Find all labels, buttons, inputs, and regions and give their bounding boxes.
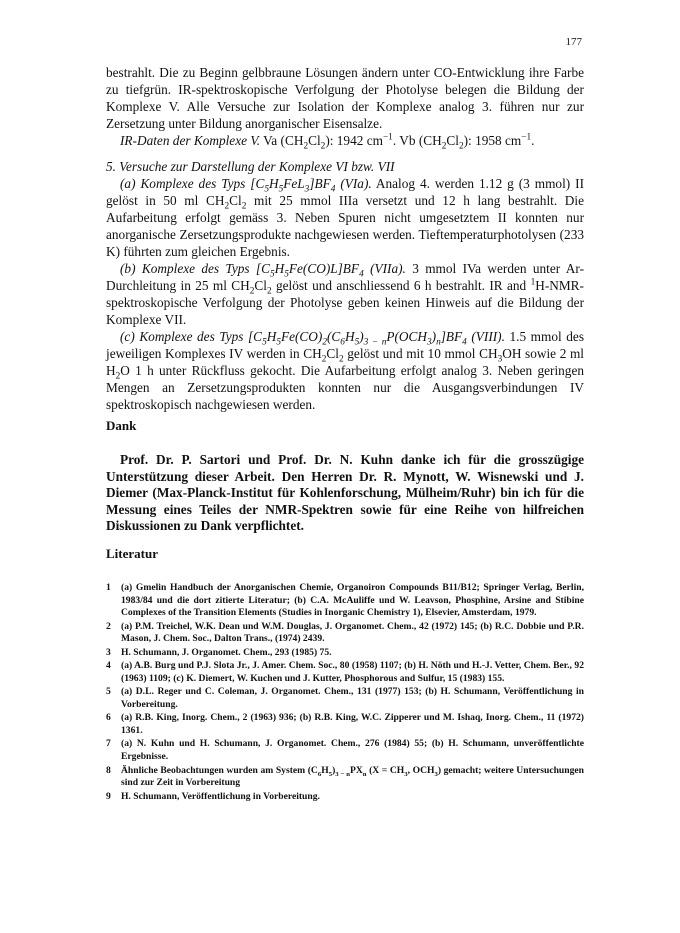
subscript: 2 [441,141,447,152]
body-text: OH sowie 2 ml H [106,346,584,378]
reference-item [106,660,584,685]
reference-item [106,791,584,804]
paragraph-5c [106,328,584,413]
subscript: 4 [330,184,336,195]
label-part: (b) Komplexe des Typs [C [120,261,270,276]
reference-text: (a) R.B. King, Inorg. Chem., 2 (1963) 936; (b) R.B. King, W.C. Zipperer und M. Ishaq, Inorg. Chem., 11 (1972) 1361. [121,712,584,736]
paragraph-5b [106,260,584,328]
label-part: H [268,176,279,191]
subscript: 3 [404,770,408,778]
ref-part: Ähnliche Beobachtungen wurden am System (C [121,764,318,776]
subscript: n [436,337,441,348]
subscript: 5 [284,269,289,280]
label-part: (c) Komplexe des Typs [C [120,329,263,344]
subscript: 2 [303,141,309,152]
reference-list [106,582,584,804]
superscript: 1 [530,277,536,288]
reference-number: 5 [106,686,111,698]
subscript: 2 [115,371,121,382]
ir-vb-text: Cl [446,133,459,148]
subscript: 2 [458,141,464,152]
ir-va-text: Cl [308,133,321,148]
body-text: Cl [229,193,242,208]
superscript: −1 [382,132,393,143]
reference-text: (a) D.L. Reger und C. Coleman, J. Organomet. Chem., 131 (1977) 153; (b) H. Schumann, Veröffentlichung in Vorbereitung. [121,686,584,710]
reference-item [106,712,584,737]
label-part: ) [359,329,364,344]
label-part: H [274,261,285,276]
body-text: Cl [254,278,267,293]
paragraph-5c-label [120,329,505,348]
subscript: 3 − n [363,337,387,348]
reference-number: 1 [106,582,111,593]
body-text: Analog 4. werden 1.12 g (3 mmol) II gelöst in 50 ml CH [106,176,584,208]
reference-item [106,582,584,620]
ref-part: ) [332,764,336,776]
label-part: Fe(CO) [280,329,323,344]
subscript: 2 [224,201,230,212]
section-5 [106,158,584,413]
subscript: 2 [320,141,326,152]
reference-text: (a) Gmelin Handbuch der Anorganischen Chemie, Organoiron Compounds B11/B12; Springer Verlag, Berlin, 1983/84 und die dort zitierte Literatur; (b) C.A. McAuliffe und W. Leavson, Phosphine, Arsine and Stibine Complexes of the Transition Elements (Studies in Inorganic Chemistry 1), Elsevier, Amsterdam, 1979. [121,582,584,619]
label-part: (VIIa). [363,261,406,276]
subscript: 2 [339,354,344,365]
literatur-heading: Literatur [106,546,158,561]
section-5-title: 5. Versuche zur Darstellung der Komplexe VI bzw. VII [106,159,395,174]
ref-part: ) gemacht; weitere Untersuchungen sind zur Zeit in Vorbereitung [121,764,584,789]
subscript: 5 [262,337,267,348]
reference-number: 4 [106,660,111,672]
reference-number: 8 [106,764,111,776]
label-part: P(OCH [386,329,427,344]
page-number: 177 [565,36,582,48]
ir-data-label: IR-Daten der Komplexe V. [120,133,261,148]
reference-item [106,765,584,790]
paragraph-5b-label [120,261,406,280]
reference-number: 9 [106,790,111,802]
label-part: FeL [283,176,305,191]
ir-va-text: Va (CH [263,133,304,148]
subscript: n [362,770,367,778]
label-part: H [344,329,355,344]
ref-part: H [321,764,329,776]
subscript: 2 [266,286,272,297]
paragraph-5a-label [120,176,372,195]
ir-vb-text: ): 1958 cm [463,133,522,148]
reference-item [106,686,584,711]
label-part: ) [431,329,437,344]
ref-part: , OCH [407,764,435,776]
subscript: 3 [304,184,310,195]
reference-number: 6 [106,712,111,724]
reference-item [106,647,584,660]
reference-number: 7 [106,738,111,750]
body-text: Cl [326,346,339,361]
reference-item [106,621,584,646]
ref-part: PX [349,764,363,776]
label-part: (VIII). [466,329,505,344]
subscript: 3 − n [335,770,350,778]
subscript: 4 [359,269,364,280]
body-text: mit 25 mmol IIIa versetzt und 12 h lang bestrahlt. Die Aufarbeitung erfolgt gemäss 3. Neben Spuren nicht umgesetztem II konnten nur anorganische Zersetzungsprodukte nachgewiesen werden. Tieftemperaturphotolysen (233 K) führten zum gleichen Ergebnis. [106,193,584,259]
label-part: (a) Komplexe des Typs [C [120,176,265,191]
punctuation: . [531,133,535,148]
reference-number: 3 [106,646,111,658]
body-text: O 1 h unter Rückfluss gekocht. Die Aufarbeitung erfolgt analog 3. Neben geringen Mengen an Zersetzungsprodukten konnten nur die Ausgangsverbindungen IV spektroskopisch nachgewiesen werden. [106,363,584,412]
body-text: gelöst und anschliessend 6 h bestrahlt. IR and [271,278,531,293]
label-part: Fe(CO)L]BF [288,261,360,276]
body-text: H-NMR-spektroskopische Verfolgung der Photolyse geben keinen Hinweis auf die Bildung der Komplexe VII. [106,278,584,327]
subscript: 5 [269,269,275,280]
subscript: 2 [241,201,247,212]
body-text: gelöst und mit 10 mmol CH [343,346,498,361]
subscript: 5 [354,337,360,348]
ir-va-text: ): 1942 cm [325,133,383,148]
dank-paragraph [106,452,584,535]
reference-number: 2 [106,620,111,632]
reference-text: H. Schumann, J. Organomet. Chem., 293 (1985) 75. [121,646,332,658]
body-text: 1.5 mmol des jeweiligen Komplexes IV werden in CH [106,329,584,361]
ref-part: (X = CH [366,764,405,776]
subscript: 6 [317,770,322,778]
intro-text: bestrahlt. Die zu Beginn gelbbraune Lösungen ändern unter CO-Entwicklung ihre Farbe zu tiefgrün. IR-spektroskopische Verfolgung der Photolyse belegen die Bildung der Komplexe V. Alle Versuche zur Isolation der Komplexe analog 3. führen nur zur Zersetzung unter Bildung anorganischer Eisensalze. [106,65,584,131]
reference-text: (a) N. Kuhn und H. Schumann, J. Organomet. Chem., 276 (1984) 55; (b) H. Schumann, unveröffentlichte Ergebnisse. [121,738,584,763]
label-part: H [266,329,277,344]
subscript: 5 [328,770,333,778]
paragraph-5a [106,175,584,260]
subscript: 3 [434,770,438,778]
subscript: 3 [497,354,503,365]
label-part: (C [327,329,341,344]
ir-vb-text: . Vb (CH [392,133,442,148]
subscript: 2 [321,354,327,365]
ir-data-line [106,132,584,152]
reference-text [121,765,584,789]
label-part: ]BF [440,329,463,344]
dank-heading: Dank [106,418,137,433]
subscript: 2 [322,337,327,348]
intro-paragraph [106,64,584,152]
dank-text: Prof. Dr. P. Sartori und Prof. Dr. N. Kuhn danke ich für die grosszügige Unterstützung dieser Arbeit. Den Herren Dr. R. Mynott, W. Wisnewski und J. Diemer (Max-Planck-Institut für Kohlenforschung, Mülheim/Ruhr) bin ich für die Messung eines Teiles der NMR-Spektren sowie für eine Reihe von hilfreichen Diskussionen zu Dank verpflichtet. [106,452,584,534]
reference-text: (a) A.B. Burg und P.J. Slota Jr., J. Amer. Chem. Soc., 80 (1958) 1107; (b) H. Nöth und H.-J. Vetter, Chem. Ber., 92 (1963) 1109; (c) K. Diemert, W. Kuchen und J. Kutter, Phosphorous and Sulfur, 15 (1983) 155. [121,660,584,684]
subscript: 5 [278,184,284,195]
reference-text: (a) P.M. Treichel, W.K. Dean und W.M. Douglas, J. Organomet. Chem., 42 (1972) 145; (b) R.C. Dobbie und P.R. Mason, J. Chem. Soc., Dalton Trans., (1974) 2439. [121,620,584,645]
reference-item [106,738,584,763]
label-part: ]BF [309,176,331,191]
reference-text: H. Schumann, Veröffentlichung in Vorbereitung. [121,790,320,802]
label-part: (VIa). [335,176,372,191]
subscript: 5 [264,184,269,195]
subscript: 2 [249,286,255,297]
subscript: 3 [426,337,432,348]
body-text: 3 mmol IVa werden unter Ar-Durchleitung in 25 ml CH [106,261,584,293]
superscript: −1 [521,132,532,143]
subscript: 4 [462,337,467,348]
subscript: 5 [276,337,281,348]
subscript: 6 [340,337,345,348]
